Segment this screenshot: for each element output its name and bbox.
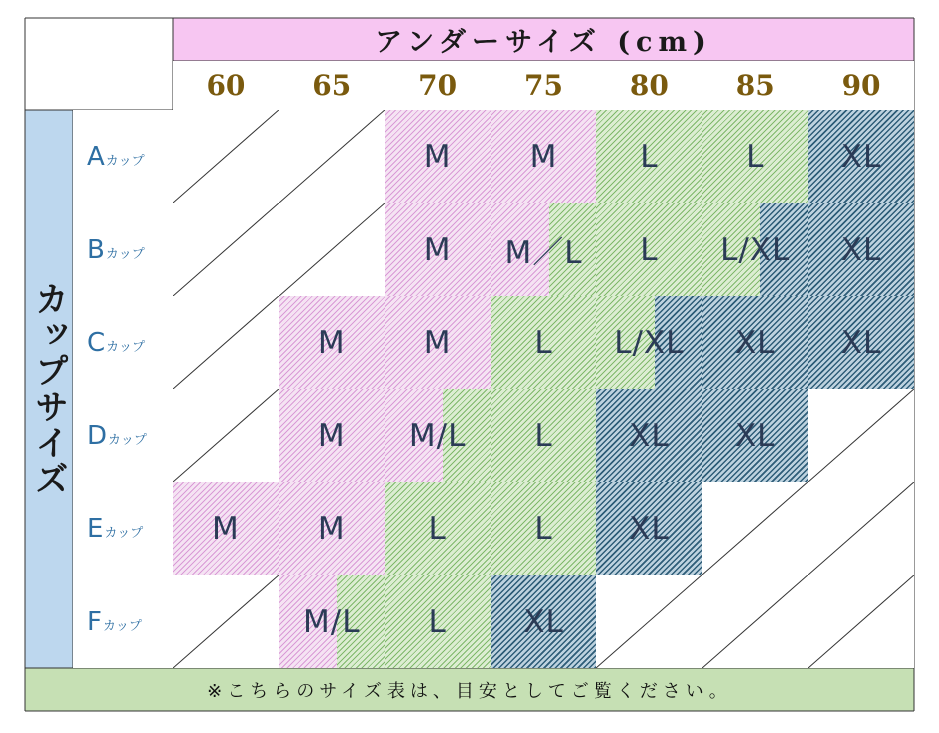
size-label: L/XL [614, 324, 685, 361]
size-label: L [428, 510, 447, 547]
size-cell [596, 110, 702, 203]
size-label: L [534, 510, 553, 547]
empty-cell-slash [173, 203, 279, 296]
size-cell [808, 296, 914, 389]
size-cell [596, 482, 702, 575]
size-cell [385, 296, 491, 389]
size-label: L [640, 231, 659, 268]
size-cell [808, 575, 914, 668]
size-label: M [423, 231, 452, 268]
size-label: M/L [303, 603, 361, 640]
empty-cell-slash [702, 482, 808, 575]
size-label: L [534, 324, 553, 361]
empty-cell-slash [596, 575, 702, 668]
size-cell [702, 575, 808, 668]
size-cell [385, 575, 491, 668]
header-title-cell [173, 18, 914, 61]
size-cell [279, 110, 385, 203]
size-cell [596, 389, 702, 482]
size-cell [491, 482, 597, 575]
size-cell [279, 482, 385, 575]
band-size-cell [491, 61, 597, 110]
cup-label-cell [73, 203, 173, 296]
size-label: M [423, 138, 452, 175]
size-cell [173, 203, 279, 296]
size-label: L [746, 138, 765, 175]
band-size-label: 90 [841, 69, 881, 102]
empty-cell-slash [702, 575, 808, 668]
size-cell [385, 203, 491, 296]
size-cell [808, 389, 914, 482]
empty-cell-slash [173, 110, 279, 203]
cup-letter: A [87, 141, 105, 172]
size-label: L/XL [720, 231, 791, 268]
cup-label-cell [73, 575, 173, 668]
size-label: XL [523, 603, 564, 640]
cup-label [73, 203, 173, 296]
cup-letter: D [87, 420, 108, 451]
size-cell [702, 203, 808, 296]
band-size-cell [173, 61, 279, 110]
cup-letter: B [87, 234, 105, 265]
size-label: L [534, 417, 553, 454]
size-cell [491, 575, 597, 668]
size-label: XL [840, 231, 882, 268]
page-title: アンダーサイズ (cm) [375, 27, 712, 58]
size-label: XL [734, 417, 776, 454]
cup-label-cell [73, 110, 173, 203]
empty-cell-slash [279, 203, 385, 296]
empty-cell-slash [808, 389, 914, 482]
size-label: M [423, 324, 452, 361]
size-cell [279, 203, 385, 296]
cup-label [73, 482, 173, 575]
size-label: XL [629, 417, 670, 454]
band-size-cell [596, 61, 702, 110]
size-label: M/L [408, 417, 467, 454]
cup-suffix: カップ [105, 154, 145, 169]
band-size-cell [808, 61, 914, 110]
size-cell [596, 296, 702, 389]
size-cell [491, 296, 597, 389]
size-cell [385, 482, 491, 575]
size-cell [702, 296, 808, 389]
cup-letter: C [87, 327, 106, 358]
size-cell [491, 389, 597, 482]
cup-suffix: カップ [104, 526, 144, 541]
band-size-label: 75 [524, 69, 563, 102]
band-size-label: 65 [312, 69, 352, 102]
size-cell [808, 482, 914, 575]
band-size-cell [279, 61, 385, 110]
size-cell [385, 389, 491, 482]
size-cell [173, 575, 279, 668]
size-cell [808, 203, 914, 296]
band-size-label: 85 [735, 69, 775, 102]
cup-size-label: カップサイズ [28, 281, 69, 497]
cup-letter: F [87, 606, 102, 637]
size-cell [173, 110, 279, 203]
size-cell [596, 575, 702, 668]
footer-note: ※こちらのサイズ表は、目安としてご覧ください。 [207, 680, 732, 702]
size-label: XL [734, 324, 776, 361]
size-label: M [317, 510, 346, 547]
cup-suffix: カップ [102, 619, 142, 634]
size-label: XL [629, 510, 670, 547]
corner-cell [25, 18, 173, 110]
band-size-cell [385, 61, 491, 110]
size-cell [279, 575, 385, 668]
band-size-label: 60 [206, 69, 246, 102]
empty-cell-slash [173, 575, 279, 668]
size-label: M [317, 324, 346, 361]
cup-suffix: カップ [105, 247, 145, 262]
empty-cell-slash [279, 110, 385, 203]
empty-cell-slash [808, 575, 914, 668]
size-cell [173, 389, 279, 482]
size-cell [279, 296, 385, 389]
size-cell [385, 110, 491, 203]
footer-note-cell [25, 668, 914, 711]
size-label: L [428, 603, 447, 640]
size-label: M [212, 510, 240, 547]
band-size-label: 80 [629, 69, 669, 102]
size-label: XL [840, 324, 882, 361]
empty-cell-slash [173, 389, 279, 482]
cup-label-cell [73, 296, 173, 389]
size-cell [702, 110, 808, 203]
size-label: XL [840, 138, 882, 175]
cup-label [73, 575, 173, 668]
size-label: L [640, 138, 659, 175]
size-cell [173, 296, 279, 389]
cup-label [73, 389, 173, 482]
cup-label-cell [73, 482, 173, 575]
size-label: M [529, 138, 558, 175]
size-cell [702, 482, 808, 575]
empty-cell-slash [808, 482, 914, 575]
cup-label [73, 296, 173, 389]
size-cell [491, 110, 597, 203]
empty-cell-slash [173, 296, 279, 389]
cup-side-cell [25, 110, 73, 668]
size-cell [808, 110, 914, 203]
size-cell [173, 482, 279, 575]
band-size-cell [702, 61, 808, 110]
size-label: M [317, 417, 346, 454]
size-cell [702, 389, 808, 482]
size-cell [491, 203, 597, 296]
cup-label [73, 110, 173, 203]
size-cell [596, 203, 702, 296]
band-size-label: 70 [418, 69, 458, 102]
size-label: M／L [504, 235, 583, 271]
cup-label-cell [73, 389, 173, 482]
cup-suffix: カップ [108, 433, 147, 448]
cup-letter: E [87, 513, 104, 544]
size-cell [279, 389, 385, 482]
cup-suffix: カップ [106, 340, 146, 355]
